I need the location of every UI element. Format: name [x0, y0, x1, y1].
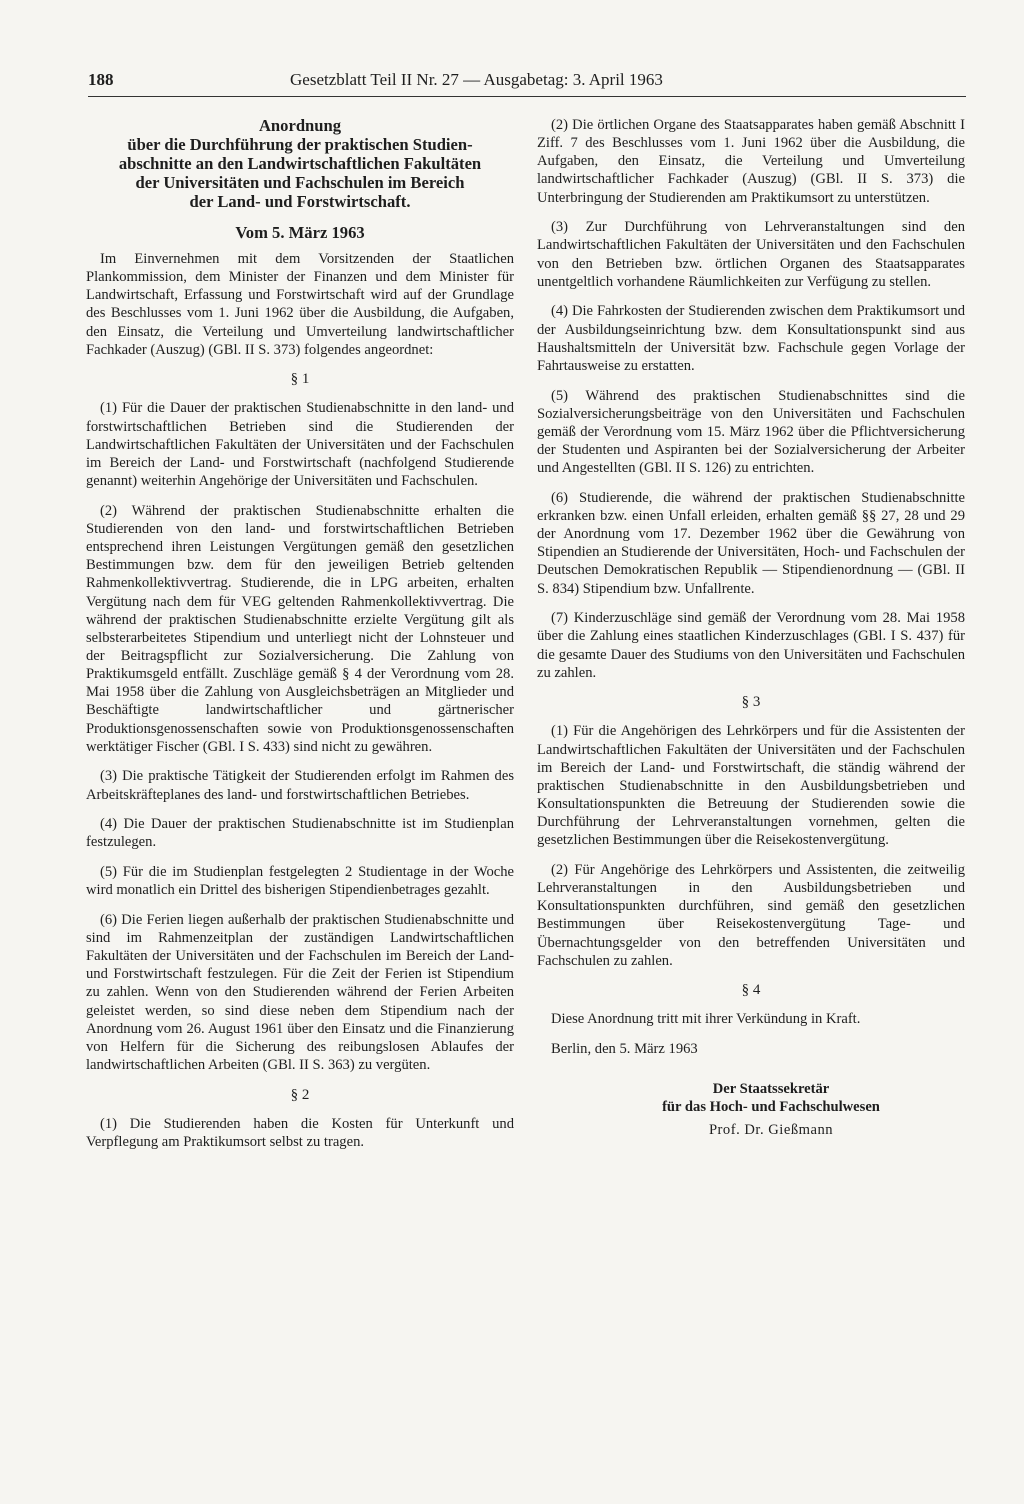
section-heading-4: § 4 [741, 982, 761, 999]
title-line: der Universitäten und Fachschulen im Bereich [135, 173, 465, 192]
title-line: der Land- und Forstwirtschaft. [189, 192, 411, 211]
document-title [86, 116, 514, 211]
title-line: Anordnung [258, 116, 342, 135]
paragraph: (1) Für die Angehörigen des Lehrkörpers und für die Assistenten der Landwirtschaftlichen Fakultäten der Universitäten und der Fachschulen im Bereich der Land- und Forstwirtschaft, die ständig während der praktischen Studienabschnitte in den Ausbildungsbetrieben und Konsultationspunkten die Betreuung der Studierenden sowie die Durchführung der Lehrveranstaltungen vornehmen, gelten die gesetzlichen Bestimmungen über die Reisekostenvergütung. [537, 723, 965, 849]
paragraph: (3) Zur Durchführung von Lehrveranstaltungen sind den Landwirtschaftlichen Fakultäten der Universitäten und den Fachschulen von den Betrieben bzw. örtlichen Organen des Staatsapparates unentgeltlich vorhandene Räumlichkeiten zur Verfügung zu stellen. [537, 219, 965, 290]
running-title: Gesetzblatt Teil II Nr. 27 — Ausgabetag: 3. April 1963 [290, 70, 663, 89]
page-number: 188 [88, 70, 114, 89]
paragraph: (1) Die Studierenden haben die Kosten für Unterkunft und Verpflegung am Praktikumsort selbst zu tragen. [86, 1115, 514, 1150]
page-header [88, 70, 966, 97]
paragraph: (6) Studierende, die während der praktischen Studienabschnitte erkranken bzw. einen Unfall erleiden, erhalten gemäß §§ 27, 28 und 29 der Anordnung vom 17. Dezember 1962 über die Gewährung von Stipendien an Studierende der Universitäten, Hoch- und Fachschulen der Deutschen Demokratischen Republik — Stipendienordnung — (GBl. II S. 834) Stipendium bzw. Unfallrente. [537, 489, 965, 597]
paragraph: (2) Während der praktischen Studienabschnitte erhalten die Studierenden von den land- und forstwirtschaftlichen Betrieben entsprechend ihren Leistungen Vergütungen gemäß den gesetzlichen Bestimmungen bzw. dem für den jeweiligen Betrieb geltenden Rahmenkollektivvertrag. Studierende, die in LPG arbeiten, erhalten Vergütung nach dem für VEG geltenden Rahmenkollektivvertrag. Die während der praktischen Studienabschnitte erzielte Vergütung gilt als selbsterarbeitetes Stipendium und unterliegt nicht der Lohnsteuer und der Beitragspflicht zur Sozialversicherung. Die Zahlung von Praktikumsgeld entfällt. Zuschläge gemäß § 4 der Verordnung vom 28. Mai 1958 über die Zahlung von Ausgleichsbeträgen an Mitglieder und Beschäftigte landwirtschaftlicher und gärtnerischer Produktionsgenossenschaften sowie von Produktionsgenossenschaften werktätiger Fischer (GBl. I S. 433) sind nicht zu gewähren. [86, 502, 514, 755]
section-heading-2: § 2 [290, 1086, 310, 1103]
section-heading-1: § 1 [290, 371, 310, 388]
right-column [537, 116, 965, 1139]
title-line: abschnitte an den Landwirtschaftlichen Fakultäten [118, 154, 482, 173]
left-column [86, 116, 514, 1163]
paragraph: (1) Für die Dauer der praktischen Studienabschnitte in den land- und forstwirtschaftlichen Betrieben sind die Studierenden der Landwirtschaftlichen Fakultäten der Universitäten und der Fachschulen im Bereich der Land- und Forstwirtschaft (nachfolgend Studierende genannt) weiterhin Angehörige der Universitäten und Fachschulen. [86, 400, 514, 490]
signatory-office: für das Hoch- und Fachschulwesen [662, 1099, 880, 1116]
paragraph: (2) Für Angehörige des Lehrkörpers und Assistenten, die zeitweilig Lehrveranstaltungen in den Ausbildungsbetrieben und Konsultationspunkten durchführen, sind gemäß den gesetzlichen Bestimmungen über Reisekostenvergütung Tage- und Übernachtungsgelder von den betreffenden Universitäten und Fachschulen zu zahlen. [537, 861, 965, 969]
paragraph: (5) Für die im Studienplan festgelegten 2 Studientage in der Woche wird monatlich ein Drittel des bisherigen Stipendienbetrages gezahlt. [86, 864, 514, 899]
paragraph: (7) Kinderzuschläge sind gemäß der Verordnung vom 28. Mai 1958 über die Zahlung eines staatlichen Kinderzuschlages (GBl. I S. 437) für die gesamte Dauer des Studiums von den Universitäten und Fachschulen zu zahlen. [537, 610, 965, 681]
signatory-title: Der Staatssekretär [712, 1081, 830, 1098]
section-heading-3: § 3 [741, 694, 761, 711]
paragraph: (3) Die praktische Tätigkeit der Studierenden erfolgt im Rahmen des Arbeitskräfteplanes des land- und forstwirtschaftlichen Betriebes. [86, 768, 514, 803]
paragraph: (4) Die Dauer der praktischen Studienabschnitte ist im Studienplan festzulegen. [86, 816, 514, 851]
paragraph: (2) Die örtlichen Organe des Staatsapparates haben gemäß Abschnitt I Ziff. 7 des Beschlusses vom 1. Juni 1962 über die Ausbildung, die Aufgaben, den Einsatz, die Verteilung und Umverteilung landwirtschaftlicher Fachkader (Auszug) (GBl. II S. 373) die Unterbringung der Studierenden am Praktikumsort zu unterstützen. [537, 117, 965, 206]
paragraph: Diese Anordnung tritt mit ihrer Verkündung in Kraft. [551, 1011, 861, 1028]
paragraph: (4) Die Fahrkosten der Studierenden zwischen dem Praktikumsort und der Ausbildungseinrichtung bzw. dem Konsultationspunkt sind aus Haushaltsmitteln der Universität bzw. Fachschule gegen Vorlage der Fahrtausweise zu erstatten. [537, 303, 965, 374]
signatory-name: Prof. Dr. Gießmann [708, 1122, 834, 1139]
title-line: über die Durchführung der praktischen Studien- [127, 135, 473, 154]
document-date: Vom 5. März 1963 [235, 223, 365, 242]
paragraph: (6) Die Ferien liegen außerhalb der praktischen Studienabschnitte und sind im Rahmenzeitplan der zuständigen Landwirtschaftlichen Fakultäten der Universitäten und der Fachschulen im Bereich der Land- und Forstwirtschaft festzulegen. Für die Zeit der Ferien ist Stipendium zu zahlen. Wenn von den Studierenden während der Ferien Arbeiten geleistet werden, so sind diese neben dem Stipendium nach der Anordnung vom 26. August 1961 über den Einsatz und die Finanzierung von Helfern für die Sicherung des reibungslosen Ablaufes der landwirtschaftlichen Arbeiten (GBl. II S. 363) zu vergüten. [86, 911, 514, 1074]
signature-place-date: Berlin, den 5. März 1963 [551, 1041, 698, 1058]
paragraph: (5) Während des praktischen Studienabschnittes sind die Sozialversicherungsbeiträge von den Universitäten und Fachschulen gemäß der Verordnung vom 15. März 1962 über die Pflichtversicherung der Studenten und Aspiranten bei der Sozialversicherung der Arbeiter und Angestellten (GBl. II S. 126) zu entrichten. [537, 387, 965, 477]
preamble: Im Einvernehmen mit dem Vorsitzenden der Staatlichen Plankommission, dem Minister der Finanzen und dem Minister für Landwirtschaft, Erfassung und Forstwirtschaft wird auf der Grundlage des Beschlusses vom 1. Juni 1962 über die Ausbildung, die Aufgaben, den Einsatz, die Verteilung und Umverteilung landwirtschaftlicher Fachkader (Auszug) (GBl. II S. 373) folgendes angeordnet: [86, 251, 514, 358]
